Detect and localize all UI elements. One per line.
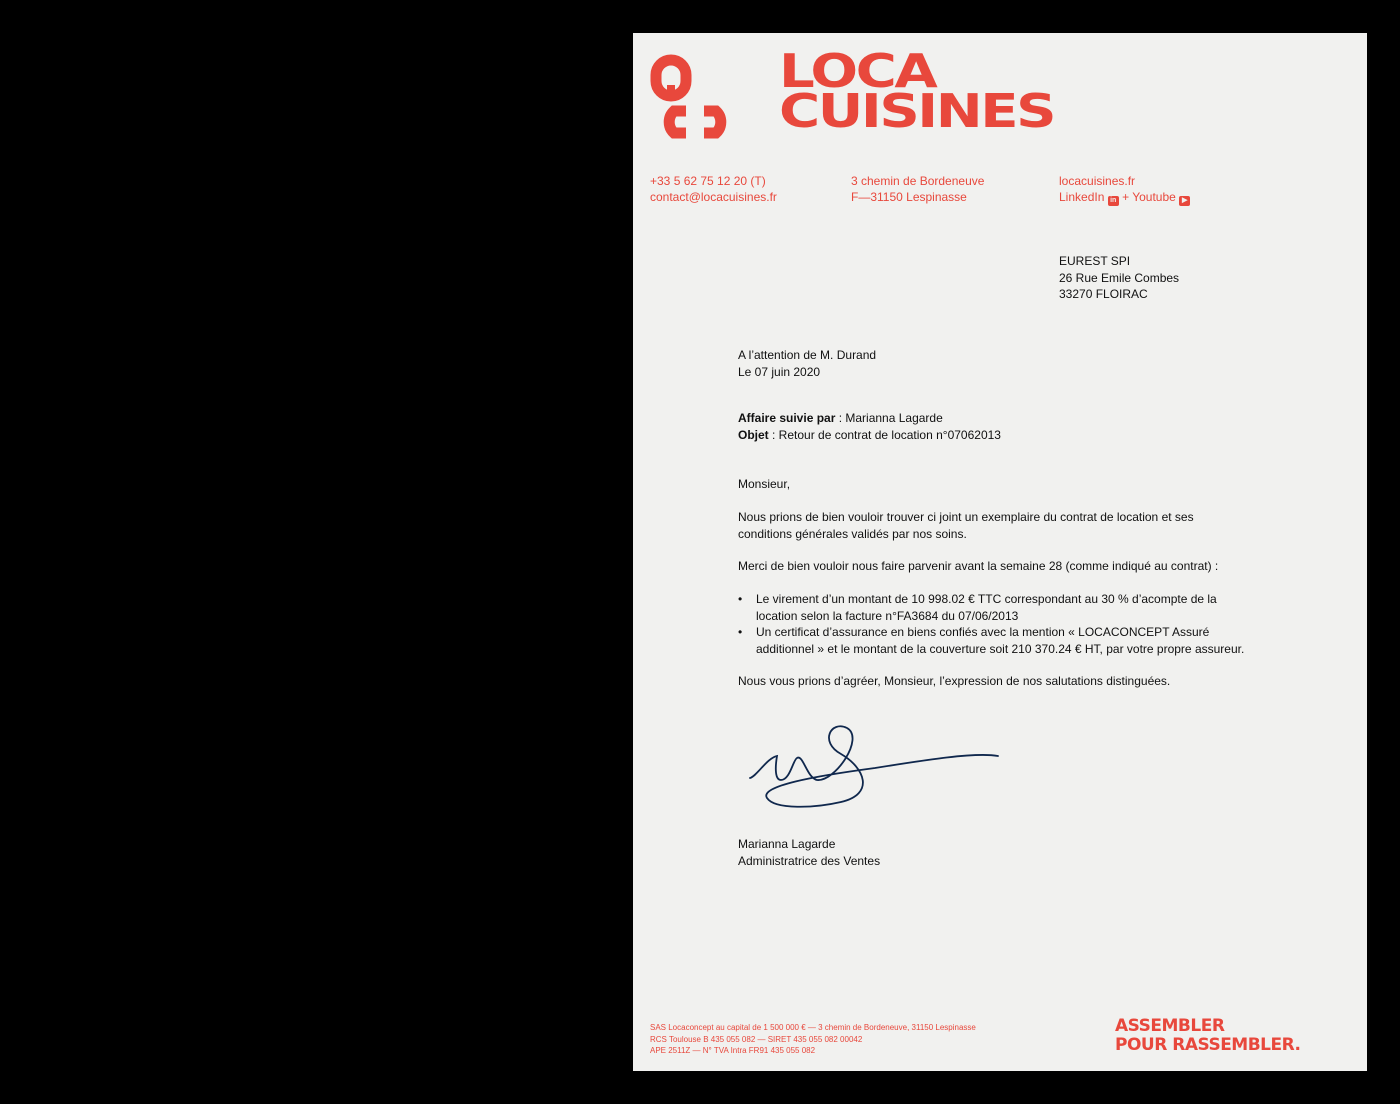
signer-title: Administratrice des Ventes [738,853,881,868]
brand-logo-mark [650,51,740,139]
closing-formula: Nous vous prions d’agréer, Monsieur, l’expression de nos salutations distinguées. [738,674,1171,688]
attention-line: A l’attention de M. Durand [738,348,877,362]
brand-wordmark [779,44,1055,138]
attention-block [738,347,876,380]
list-item [738,624,1244,657]
letter-date: Le 07 juin 2020 [738,364,821,379]
social-links [1059,189,1190,206]
legal-line-3: APE 2511Z — N° TVA Intra FR91 435 055 082 [650,1046,816,1055]
objet-label: Objet [738,427,769,442]
slogan [1115,1017,1301,1055]
bullet-list [738,591,1244,657]
bullet-1-line-2: location selon la facture n°FA3684 du 07/06/2013 [756,608,1019,623]
bullet-1-line-1: • Le virement d’un montant de 10 998.02 € TTC correspondant au 30 % d’acompte de la [756,592,1217,606]
signer-name: Marianna Lagarde [738,837,836,851]
bullet-2-line-2: additionnel » et le montant de la couverture soit 210 370.24 € HT, par votre propre assureur. [756,641,1245,656]
linkedin-label: LinkedIn [1059,190,1105,204]
legal-line-2: RCS Toulouse B 435 055 082 — SIRET 435 055 082 00042 [650,1034,863,1044]
website: locacuisines.fr [1059,174,1136,188]
bullet-2-line-1: • Un certificat d’assurance en biens confiés avec la mention « LOCACONCEPT Assuré [756,625,1210,639]
youtube-label: Youtube [1132,190,1176,204]
social-separator: + [1122,190,1130,204]
reference-block [738,410,1001,443]
handwritten-signature [745,718,1005,818]
legal-footer [650,1022,976,1057]
affaire-line [738,410,1001,427]
paragraph-1-line-2: conditions générales validés par nos soins. [738,526,967,541]
letter-sheet [633,33,1367,1071]
street-address: 3 chemin de Bordeneuve [851,174,985,188]
slogan-line-2: POUR RASSEMBLER. [1115,1035,1301,1055]
paragraph-1 [738,509,1194,542]
contact-address [851,173,984,205]
recipient-company: EUREST SPI [1059,254,1131,268]
salutation: Monsieur, [738,477,791,491]
paragraph-2: Merci de bien vouloir nous faire parvenir avant la semaine 28 (comme indiqué au contrat) : [738,559,1219,573]
objet-value: : Retour de contrat de location n°07062013 [768,427,1001,442]
email-address: contact@locacuisines.fr [650,190,777,204]
recipient-address [1059,253,1179,303]
linkedin-icon: in [1108,196,1119,206]
recipient-street: 26 Rue Emile Combes [1059,270,1180,285]
objet-line [738,427,1001,444]
recipient-city: 33270 FLOIRAC [1059,287,1148,301]
paragraph-1-line-1: Nous prions de bien vouloir trouver ci joint un exemplaire du contrat de location et ses [738,510,1194,524]
city-address: F—31150 Lespinasse [851,190,967,204]
brand-line-1: LOCA [779,44,936,98]
affaire-label: Affaire suivie par [738,411,836,425]
phone-number: +33 5 62 75 12 20 (T) [650,174,766,188]
affaire-value: : Marianna Lagarde [835,411,943,425]
list-item [738,591,1244,624]
youtube-icon: ▶ [1179,196,1190,206]
brand-line-2: CUISINES [779,84,1055,138]
contact-phone-email [650,173,777,205]
signer-block [738,836,880,869]
legal-line-1: SAS Locaconcept au capital de 1 500 000 € — 3 chemin de Bordeneuve, 31150 Lespinasse [650,1023,976,1032]
slogan-line-1: ASSEMBLER [1115,1016,1225,1036]
contact-web [1059,173,1190,206]
